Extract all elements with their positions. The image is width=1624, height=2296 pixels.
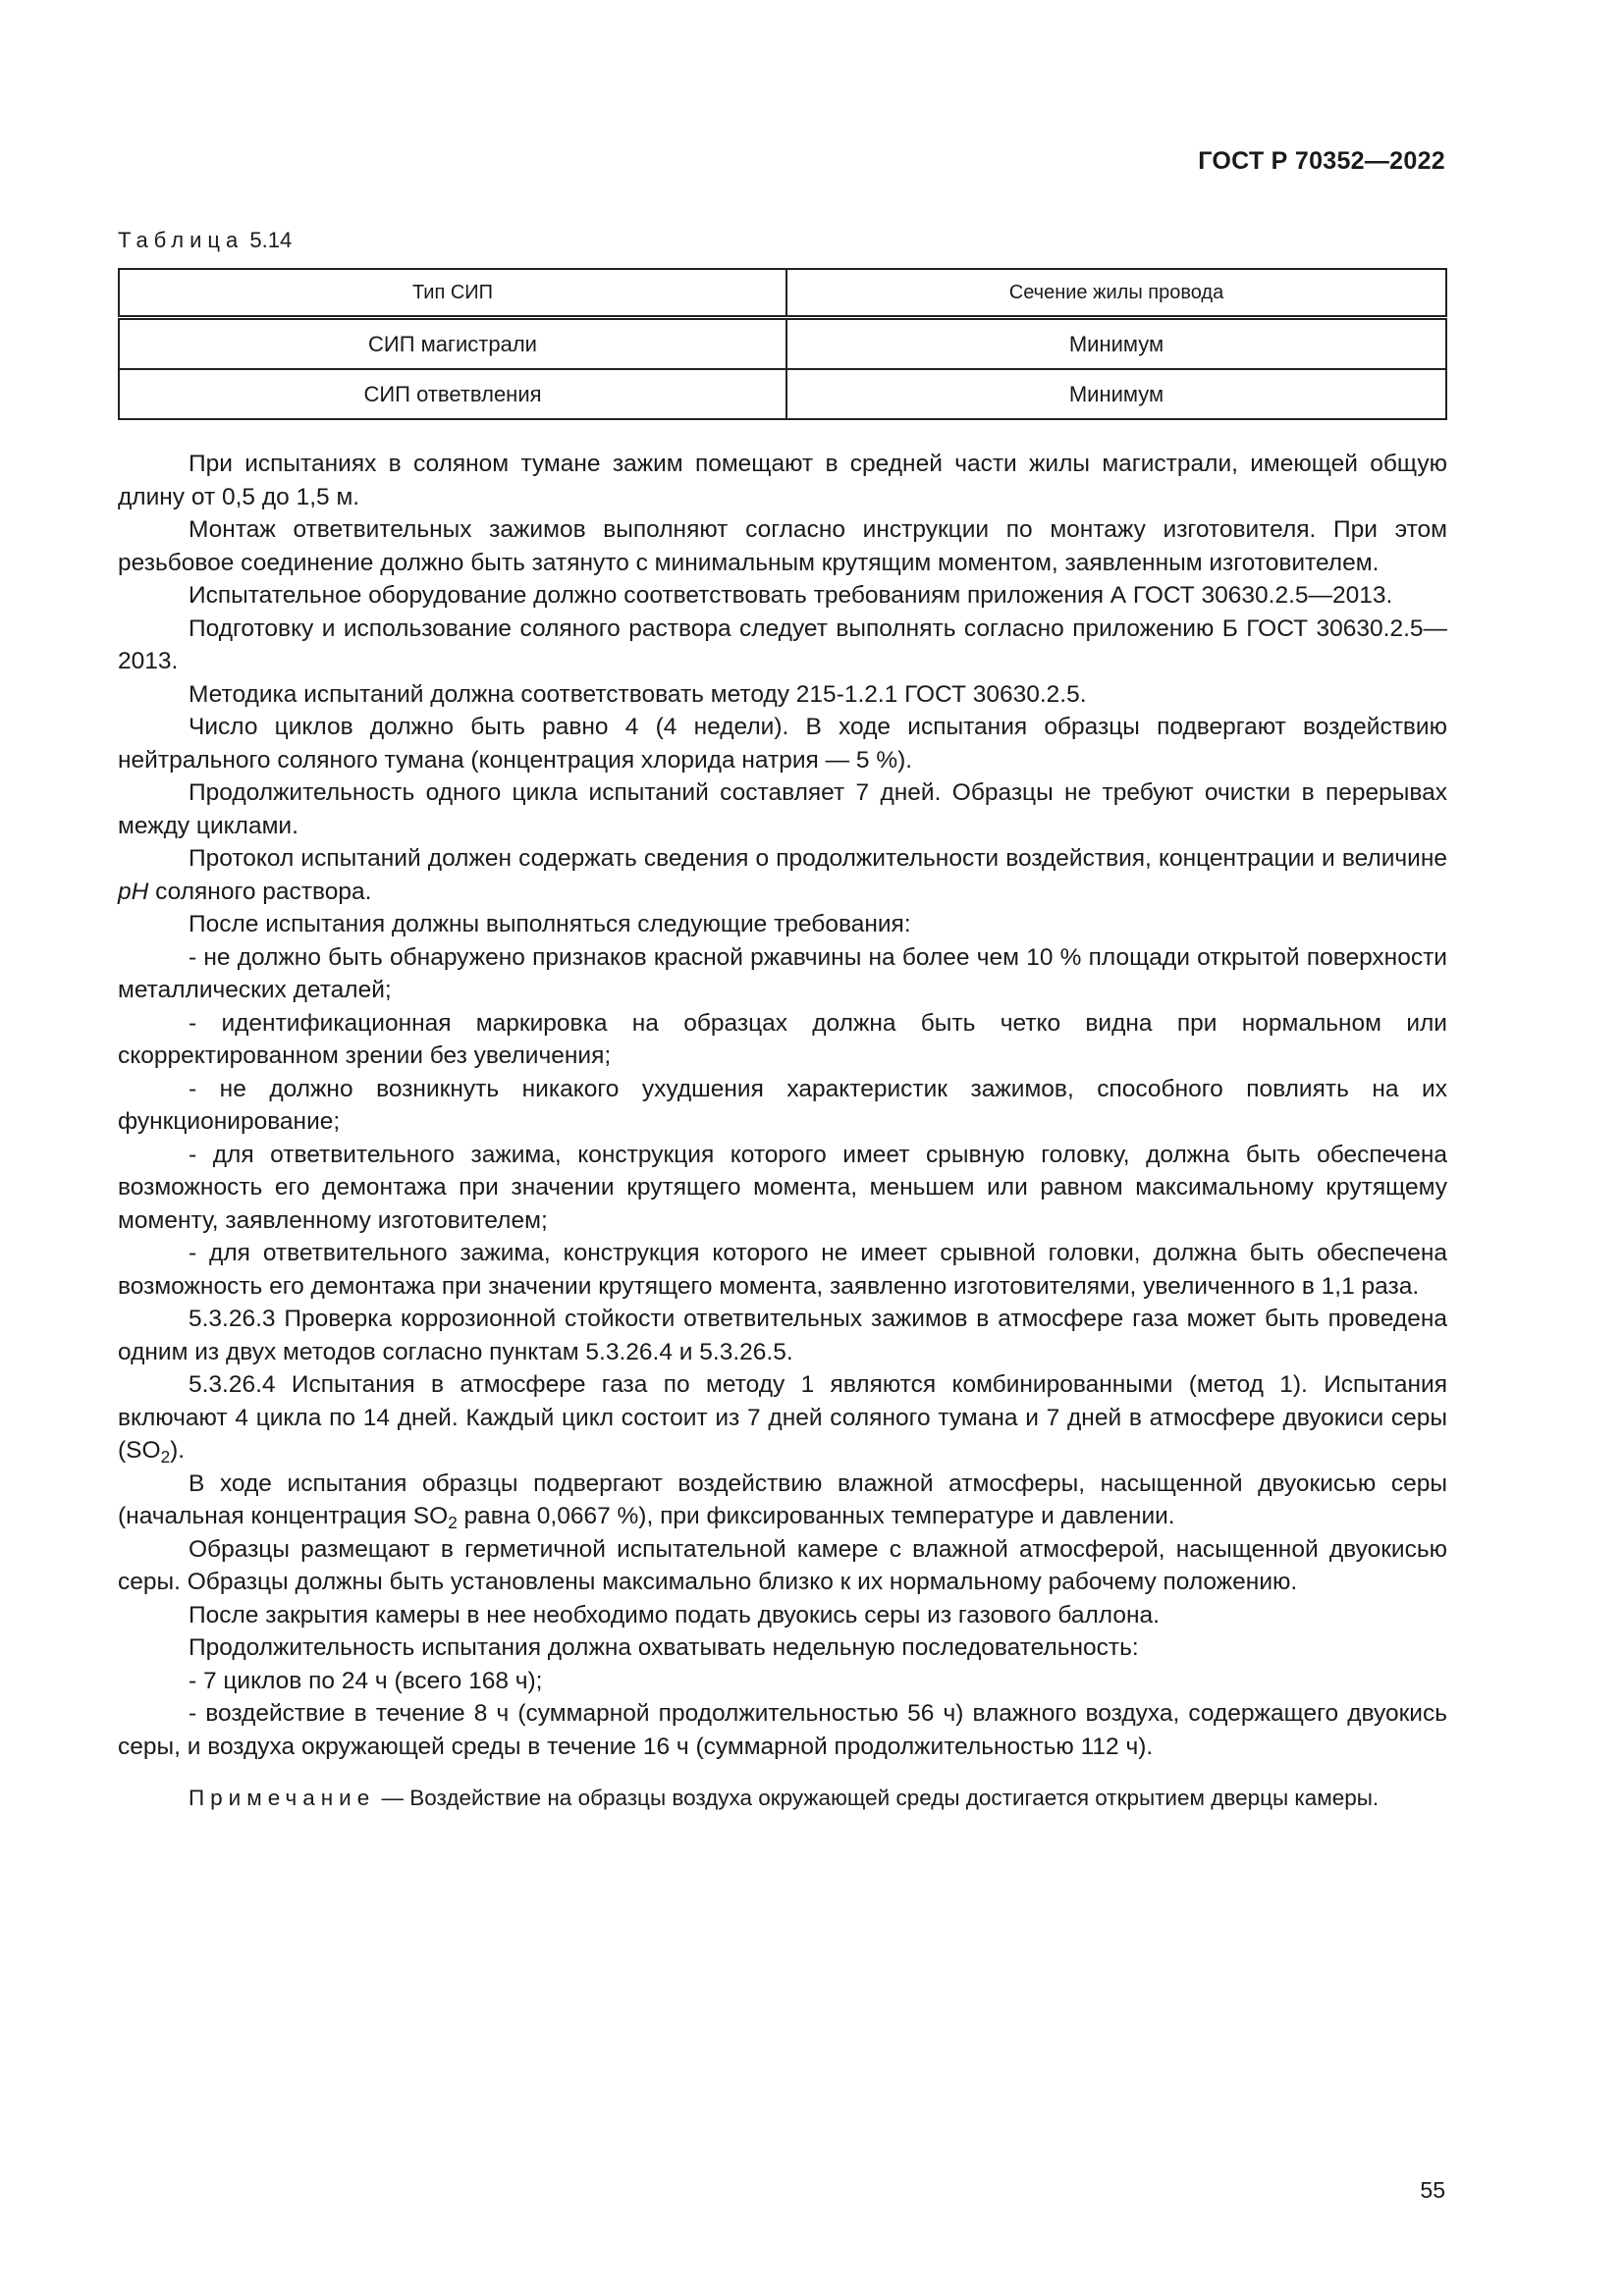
note <box>118 1783 1447 1814</box>
table-cell: Минимум <box>786 369 1446 419</box>
list-item: - воздействие в течение 8 ч (суммарной продолжительностью 56 ч) влажного воздуха, содержащего двуокись серы, и воздуха окружающей среды в течение 16 ч (суммарной продолжительностью 112 ч). <box>118 1700 1447 1760</box>
paragraph <box>118 842 1447 908</box>
table-header-row <box>119 269 1446 318</box>
note-text: — Воздействие на образцы воздуха окружающей среды достигается открытием дверцы камеры. <box>375 1786 1380 1810</box>
paragraph: Продолжительность испытания должна охватывать недельную последовательность: <box>189 1634 1139 1661</box>
column-header-type: Тип СИП <box>119 269 786 318</box>
text-run: Протокол испытаний должен содержать сведения о продолжительности воздействия, концентрации и величине <box>189 845 1447 872</box>
paragraph: После закрытия камеры в нее необходимо подать двуокись серы из газового баллона. <box>189 1601 1160 1629</box>
list-item: - идентификационная маркировка на образцах должна быть четко видна при нормальном или скорректированном зрении без увеличения; <box>118 1009 1447 1069</box>
text-run: равна 0,0667 %), при фиксированных температуре и давлении. <box>457 1503 1175 1529</box>
list-item: - не должно быть обнаружено признаков красной ржавчины на более чем 10 % площади открытой поверхности металлических деталей; <box>118 943 1447 1003</box>
paragraph: Продолжительность одного цикла испытаний составляет 7 дней. Образцы не требуют очистки в перерывах между циклами. <box>118 779 1447 839</box>
ph-term: pH <box>118 878 149 905</box>
subscript: 2 <box>448 1513 458 1532</box>
table-cell: СИП магистрали <box>119 318 786 370</box>
paragraph: Число циклов должно быть равно 4 (4 недели). В ходе испытания образцы подвергают воздействию нейтрального соляного тумана (концентрация хлорида натрия — 5 %). <box>118 714 1447 774</box>
subscript: 2 <box>160 1447 171 1467</box>
page-number: 55 <box>1420 2177 1445 2203</box>
table-caption <box>118 228 292 253</box>
paragraph <box>118 1368 1447 1468</box>
table-caption-word: Таблица <box>118 228 244 252</box>
paragraph <box>118 1468 1447 1533</box>
list-item: - 7 циклов по 24 ч (всего 168 ч); <box>189 1667 543 1694</box>
paragraph: Испытательное оборудование должно соответствовать требованиям приложения А ГОСТ 30630.2.5—2013. <box>189 582 1393 609</box>
text-run: В ходе испытания образцы подвергают воздействию влажной атмосферы, насыщенной двуокисью серы (начальная концентрация SO <box>118 1469 1447 1529</box>
column-header-section: Сечение жилы провода <box>786 269 1446 318</box>
paragraph: Подготовку и использование соляного раствора следует выполнять согласно приложению Б ГОСТ 30630.2.5—2013. <box>118 614 1447 674</box>
body-text <box>118 448 1447 1814</box>
table-row <box>119 318 1446 370</box>
paragraph: 5.3.26.3 Проверка коррозионной стойкости ответвительных зажимов в атмосфере газа может быть проведена одним из двух методов согласно пунктам 5.3.26.4 и 5.3.26.5. <box>118 1306 1447 1365</box>
table-row <box>119 369 1446 419</box>
paragraph: После испытания должны выполняться следующие требования: <box>189 911 911 937</box>
table-5-14 <box>118 268 1447 420</box>
paragraph: При испытаниях в соляном тумане зажим помещают в средней части жилы магистрали, имеющей общую длину от 0,5 до 1,5 м. <box>118 451 1447 510</box>
list-item: - для ответвительного зажима, конструкция которого не имеет срывной головки, должна быть обеспечена возможность его демонтажа при значении крутящего момента, заявленно изготовителями, увеличенного в 1,1 раза. <box>118 1240 1447 1300</box>
list-item: - не должно возникнуть никакого ухудшения характеристик зажимов, способного повлиять на их функционирование; <box>118 1075 1447 1135</box>
text-run: ). <box>170 1437 186 1464</box>
list-item: - для ответвительного зажима, конструкция которого имеет срывную головку, должна быть обеспечена возможность его демонтажа при значении крутящего момента, меньшем или равном максимальному крутящему моменту, заявленному изготовителем; <box>118 1141 1447 1234</box>
table-cell: СИП ответвления <box>119 369 786 419</box>
paragraph: Методика испытаний должна соответствовать методу 215-1.2.1 ГОСТ 30630.2.5. <box>189 680 1087 708</box>
table-cell: Минимум <box>786 318 1446 370</box>
text-run: соляного раствора. <box>148 878 372 905</box>
table-caption-number: 5.14 <box>249 228 293 252</box>
document-header: ГОСТ Р 70352—2022 <box>1198 147 1445 175</box>
text-run: 5.3.26.4 Испытания в атмосфере газа по методу 1 являются комбинированными (метод 1). Испытания включают 4 цикла по 14 дней. Каждый цикл состоит из 7 дней соляного тумана и 7 дней в атмосфере двуокиси серы (SO <box>118 1371 1447 1464</box>
paragraph: Образцы размещают в герметичной испытательной камере с влажной атмосферой, насыщенной двуокисью серы. Образцы должны быть установлены максимально близко к их нормальному рабочему положению. <box>118 1535 1447 1595</box>
note-label: Примечание <box>189 1786 376 1810</box>
paragraph: Монтаж ответвительных зажимов выполняют согласно инструкции по монтажу изготовителя. При этом резьбовое соединение должно быть затянуто с минимальным крутящим моментом, заявленным изготовителем. <box>118 516 1447 576</box>
